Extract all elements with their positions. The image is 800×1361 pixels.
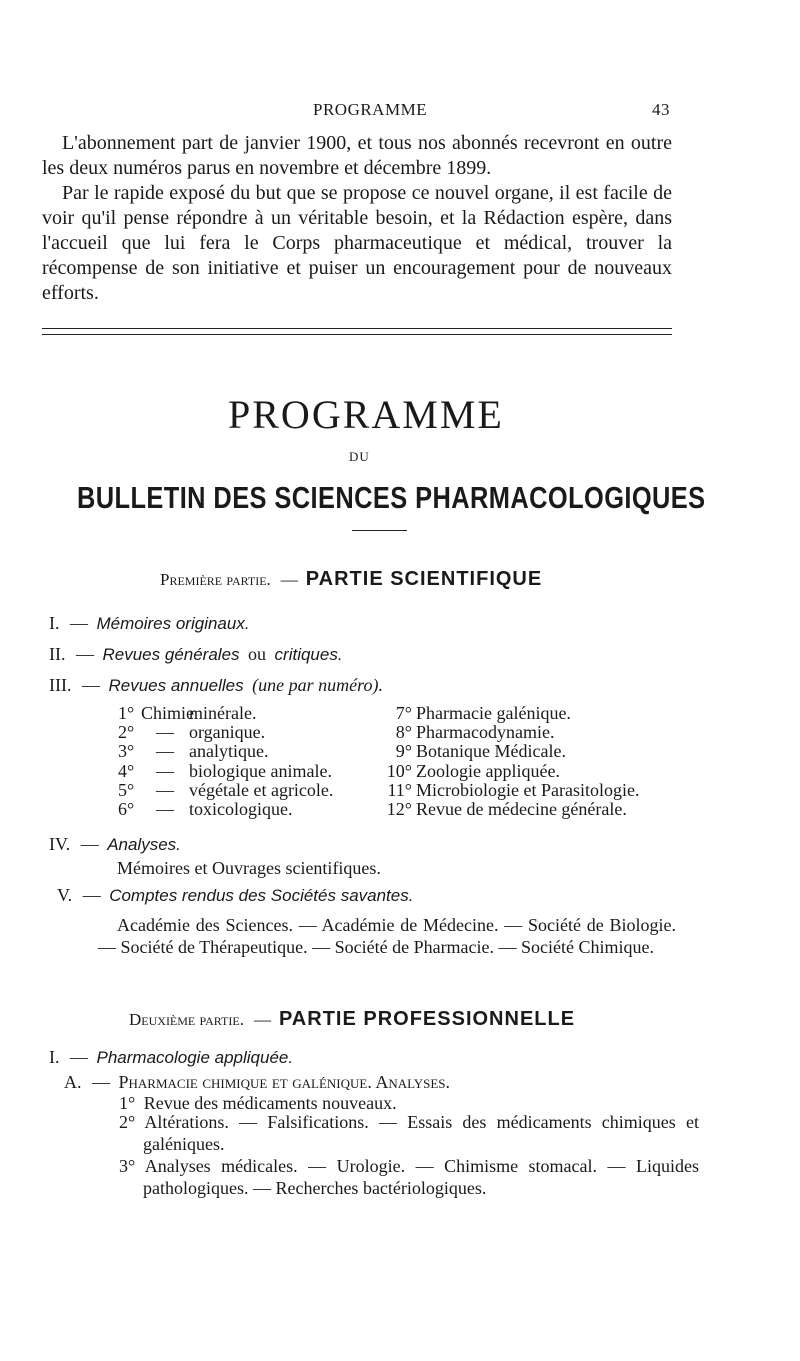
- part1-label: Première partie.: [160, 570, 271, 589]
- subsection-a-dash: —: [92, 1072, 110, 1092]
- revue-item: 10° Zoologie appliquée.: [386, 760, 560, 781]
- section-iii-num: III.: [49, 675, 72, 695]
- revues-left-column: [118, 704, 333, 819]
- intro-paragraph-2: Par le rapide exposé du but que se propose ce nouvel organe, il est facile de voir qu'il pense répondre à un véritable besoin, et la Rédaction espère, dans l'accueil que lui fera le Corps pharmaceutique et médical, trouver la récompense de son initiative et puiser un encouragement pour de nouveaux efforts.: [42, 182, 672, 304]
- section-i: [49, 613, 250, 634]
- section-i-num: I.: [49, 613, 60, 633]
- section-ii: [49, 644, 343, 665]
- part2-title: PARTIE PROFESSIONNELLE: [278, 1008, 576, 1030]
- section-i-dash: —: [70, 613, 88, 633]
- divider-rule-bottom: [42, 334, 672, 335]
- part2-heading: [129, 1008, 575, 1031]
- section-v-dash: —: [82, 885, 101, 905]
- bulletin-title: BULLETIN DES SCIENCES PHARMACOLOGIQUES: [77, 480, 706, 515]
- part2-section-i-num: I.: [49, 1047, 60, 1067]
- section-iii: [49, 675, 383, 696]
- intro-text: [42, 131, 672, 306]
- revue-item: 5° — végétale et agricole.: [118, 779, 334, 800]
- divider-rule-top: [42, 328, 672, 329]
- part1-heading: [160, 568, 542, 591]
- section-iv-text: Analyses.: [107, 835, 181, 854]
- section-i-text: Mémoires originaux.: [96, 614, 250, 633]
- section-iv-dash: —: [80, 834, 99, 854]
- section-ii-dash: —: [76, 644, 94, 664]
- programme-title: PROGRAMME: [228, 392, 504, 437]
- section-ii-text2: critiques.: [274, 645, 343, 664]
- section-iii-note: (une par numéro).: [252, 675, 383, 695]
- revue-item: 9° Botanique Médicale.: [395, 741, 566, 762]
- revue-item: 2° — organique.: [118, 722, 266, 743]
- du-label: DU: [349, 449, 370, 464]
- section-ii-text: Revues générales: [102, 645, 240, 664]
- revue-item: 12° Revue de médecine générale.: [386, 799, 627, 820]
- section-v: [57, 885, 413, 906]
- revue-item: 8° Pharmacodynamie.: [395, 722, 555, 743]
- section-v-num: V.: [57, 885, 73, 905]
- running-header-title: PROGRAMME: [313, 100, 428, 119]
- part1-dash: —: [280, 570, 298, 589]
- subsection-a-text: Pharmacie chimique et galénique. Analyses.: [118, 1072, 451, 1092]
- revue-item: 6° — toxicologique.: [118, 799, 293, 820]
- section-iv-num: IV.: [49, 834, 71, 854]
- part2-section-i-dash: —: [70, 1047, 88, 1067]
- section-v-text: Comptes rendus des Sociétés savantes.: [109, 886, 414, 905]
- section-iii-text: Revues annuelles: [108, 676, 244, 695]
- part2-label: Deuxième partie.: [129, 1010, 244, 1029]
- revue-item: 7° Pharmacie galénique.: [395, 703, 571, 723]
- analyses-detail: Mémoires et Ouvrages scientifiques.: [117, 858, 381, 878]
- revues-right-column: [382, 704, 639, 819]
- list-item: 3° Analyses médicales. — Urologie. — Chimisme stomacal. — Liquides pathologiques. — Recherches bactériologiques.: [119, 1156, 699, 1198]
- revue-item: 4° — biologique animale.: [118, 760, 332, 781]
- section-iii-dash: —: [81, 675, 100, 695]
- list-item: 1° Revue des médicaments nouveaux.: [119, 1093, 397, 1113]
- part2-section-i-text: Pharmacologie appliquée.: [96, 1048, 294, 1067]
- section-ii-num: II.: [49, 644, 66, 664]
- intro-paragraph-1: L'abonnement part de janvier 1900, et tous nos abonnés recevront en outre les deux numéros parus en novembre et décembre 1899.: [42, 132, 672, 179]
- revue-item: 3° — analytique.: [118, 741, 269, 762]
- societes-detail: Académie des Sciences. — Académie de Médecine. — Société de Biologie. — Société de Thérapeutique. — Société de Pharmacie. — Société Chimique.: [98, 915, 676, 957]
- revue-item: 11° Microbiologie et Parasitologie.: [387, 779, 640, 800]
- part2-section-i: [49, 1047, 293, 1068]
- section-iv: [49, 834, 181, 855]
- section-ii-ou: ou: [248, 644, 267, 664]
- part2-dash: —: [253, 1010, 271, 1029]
- subsection-a: [64, 1072, 450, 1093]
- revue-item: 1° Chimieminérale.: [118, 703, 257, 723]
- part1-title: PARTIE SCIENTIFIQUE: [305, 568, 543, 590]
- subsection-a-num: A.: [64, 1072, 82, 1092]
- title-underline: [352, 530, 407, 531]
- list-item: 2° Altérations. — Falsifications. — Essais des médicaments chimiques et galéniques.: [119, 1112, 699, 1154]
- page-number: 43: [652, 100, 670, 119]
